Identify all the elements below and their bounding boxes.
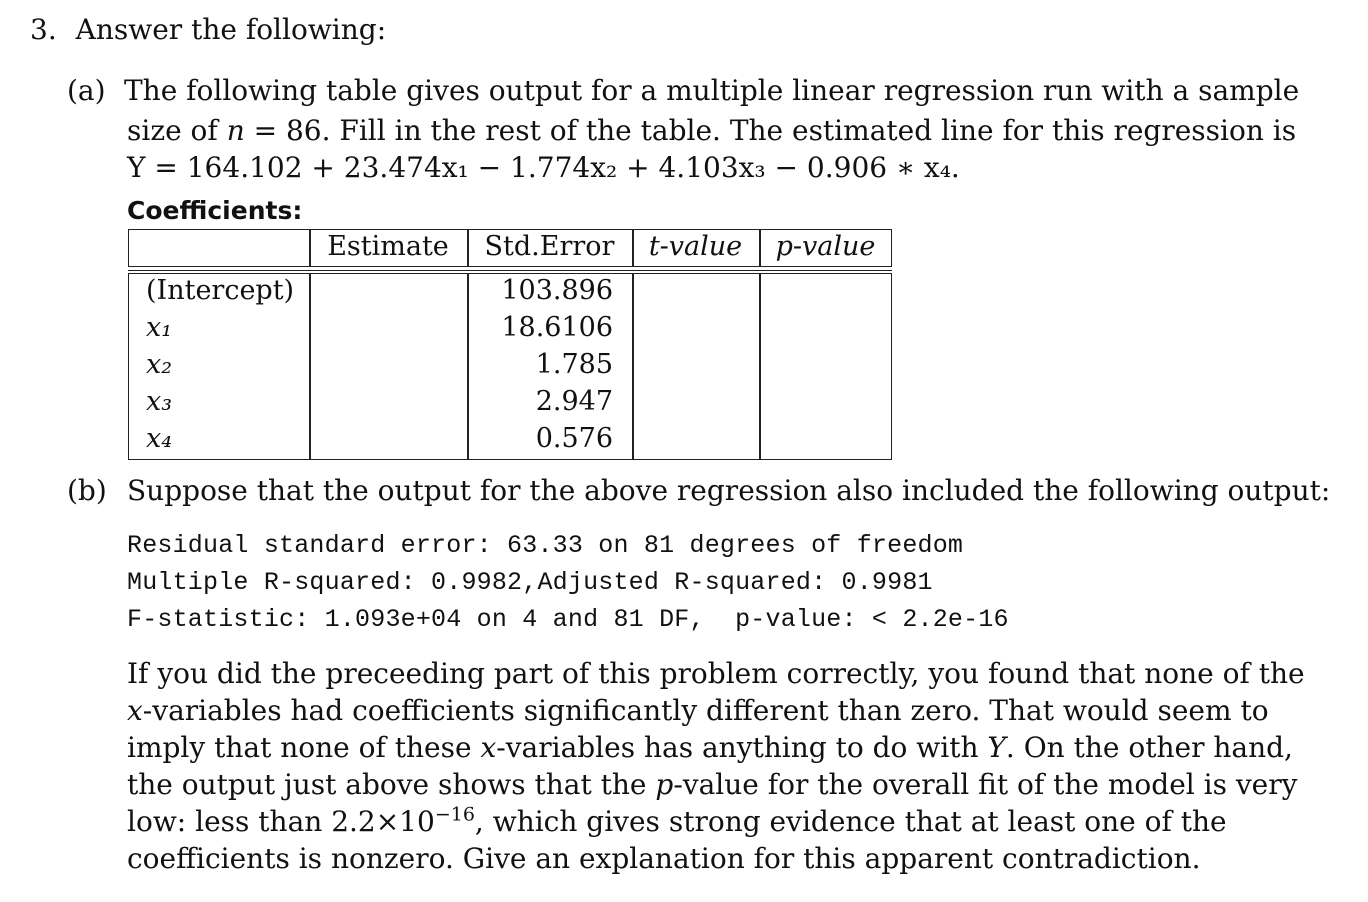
para-line5 bbox=[127, 804, 1227, 840]
para-line3 bbox=[127, 730, 1293, 766]
part-a-label: (a) bbox=[67, 74, 106, 107]
para-line3-mid: -variables has anything to do with bbox=[496, 731, 988, 764]
col-divider bbox=[309, 273, 311, 460]
sample-size-variable: n bbox=[226, 114, 245, 147]
row-name-intercept: (Intercept) bbox=[146, 275, 295, 306]
coefficients-table bbox=[128, 229, 892, 460]
problem-heading bbox=[30, 12, 386, 48]
para-line4-post: -value for the overall fit of the model is very bbox=[673, 768, 1298, 801]
para-line4 bbox=[127, 767, 1297, 803]
std-error-x2: 1.785 bbox=[535, 349, 613, 380]
para-line2-text: -variables had coefficients significantly different than zero. That would seem to bbox=[142, 694, 1269, 727]
std-error-x3: 2.947 bbox=[535, 386, 613, 417]
header-p-value: p-value bbox=[775, 231, 876, 262]
part-a-line2 bbox=[127, 113, 1296, 149]
table-double-rule bbox=[128, 270, 892, 271]
coefficients-label: Coefficients: bbox=[127, 196, 303, 225]
header-std-error: Std.Error bbox=[484, 231, 615, 262]
regression-equation: Y = 164.102 + 23.474x₁ − 1.774x₂ + 4.103x₃ − 0.906 ∗ x₄. bbox=[127, 151, 960, 184]
x-variable: x bbox=[127, 694, 143, 727]
part-b-label: (b) bbox=[67, 474, 107, 507]
para-line6: coefficients is nonzero. Give an explanation for this apparent contradiction. bbox=[127, 842, 1201, 875]
row-name-x2: x₂ bbox=[146, 349, 173, 380]
part-a-line1: The following table gives output for a multiple linear regression run with a sample bbox=[124, 74, 1300, 107]
row-name-x4: x₄ bbox=[146, 423, 173, 454]
header-t-value: t-value bbox=[648, 231, 743, 262]
para-line3-post: . On the other hand, bbox=[1005, 731, 1293, 764]
y-variable: Y bbox=[987, 731, 1006, 764]
std-error-intercept: 103.896 bbox=[501, 275, 613, 306]
part-a-line2-mid: = 86. Fill in the rest of the table. The estimated line for this regression is bbox=[244, 114, 1297, 147]
part-b-intro: Suppose that the output for the above regression also included the following output: bbox=[127, 474, 1331, 507]
part-a-line2-pre: size of bbox=[127, 114, 218, 147]
std-error-x1: 18.6106 bbox=[501, 312, 613, 343]
header-estimate: Estimate bbox=[327, 231, 449, 262]
col-divider bbox=[759, 273, 761, 460]
output-line-residual: Residual standard error: 63.33 on 81 degrees of freedom bbox=[127, 531, 964, 560]
row-name-x1: x₁ bbox=[146, 312, 173, 343]
output-line-rsquared: Multiple R-squared: 0.9982,Adjusted R-squared: 0.9981 bbox=[127, 568, 933, 597]
para-line3-pre: imply that none of these bbox=[127, 731, 481, 764]
para-line2 bbox=[127, 693, 1269, 729]
para-line5-pre: low: less than 2.2×10 bbox=[127, 805, 435, 838]
para-line1: If you did the preceeding part of this problem correctly, you found that none of the bbox=[127, 657, 1305, 690]
row-name-x3: x₃ bbox=[146, 386, 173, 417]
output-line-fstat: F-statistic: 1.093e+04 on 4 and 81 DF, p-value: < 2.2e-16 bbox=[127, 605, 1009, 634]
p-variable: p bbox=[655, 768, 674, 801]
para-line4-pre: the output just above shows that the bbox=[127, 768, 656, 801]
std-error-x4: 0.576 bbox=[535, 423, 613, 454]
problem-title: Answer the following: bbox=[75, 13, 387, 46]
problem-number: 3. bbox=[30, 13, 57, 46]
exponent: −16 bbox=[434, 803, 475, 826]
para-line5-post: , which gives strong evidence that at least one of the bbox=[474, 805, 1227, 838]
x-variable: x bbox=[480, 731, 497, 764]
col-divider bbox=[632, 273, 634, 460]
